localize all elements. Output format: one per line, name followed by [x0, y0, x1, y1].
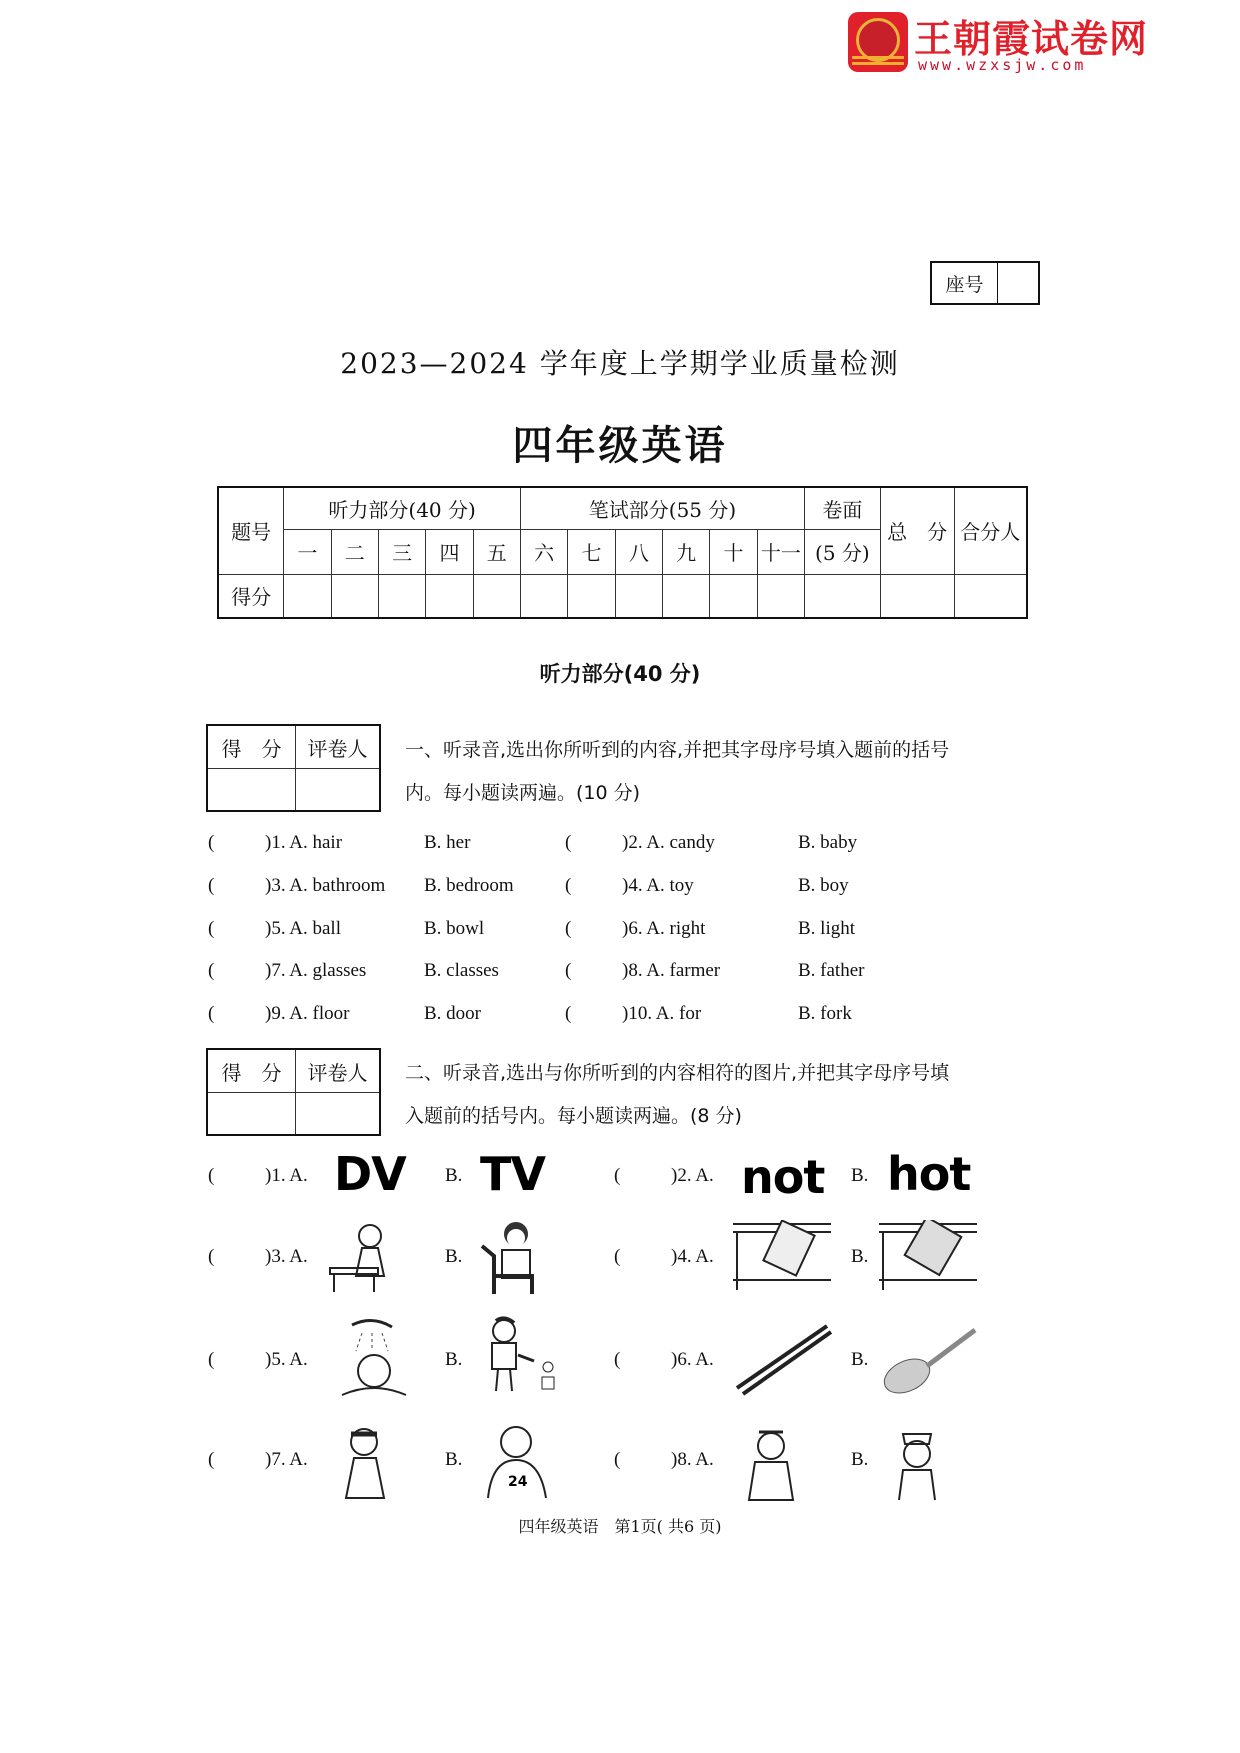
site-logo	[848, 12, 1160, 76]
option-a: )9. A. floor	[265, 1003, 350, 1024]
answer-bracket[interactable]: (	[565, 960, 572, 981]
chopsticks-image	[731, 1318, 833, 1398]
nurse-image	[877, 1420, 959, 1502]
option-a: )6. A. right	[622, 918, 706, 939]
option-b-label: B.	[851, 1165, 869, 1186]
answer-bracket[interactable]: (	[565, 832, 572, 853]
option-a: )1. A. hair	[265, 832, 343, 853]
question-number-cell: 七	[568, 529, 615, 574]
answer-bracket[interactable]: (	[565, 918, 572, 939]
part1-instruction-line2: 内。每小题读两遍。(10 分)	[405, 782, 641, 804]
girl-at-desk-image	[326, 1218, 406, 1296]
option-b-label: B.	[445, 1165, 463, 1186]
image-dv: DV	[334, 1147, 406, 1201]
svg-text:24: 24	[508, 1474, 528, 1490]
answer-bracket[interactable]: (	[614, 1246, 621, 1267]
boy-on-chair-image	[472, 1216, 552, 1298]
option-a: )3. A. bathroom	[265, 875, 386, 896]
question-label: )1. A.	[265, 1165, 308, 1186]
question-number-cell: 十	[710, 529, 757, 574]
question-number-cell: 八	[615, 529, 662, 574]
grader-box-1	[206, 724, 381, 812]
logo-name: 王朝霞试卷网	[914, 17, 1149, 61]
option-a: )4. A. toy	[622, 875, 694, 896]
answer-bracket[interactable]: (	[614, 1449, 621, 1470]
part2-instruction-line1: 二、听录音,选出与你所听到的内容相符的图片,并把其字母序号填	[405, 1062, 950, 1084]
part2-instruction-line2: 入题前的括号内。每小题读两遍。(8 分)	[405, 1105, 742, 1127]
question-label: )3. A.	[265, 1246, 308, 1267]
book-on-desk-image	[731, 1220, 833, 1292]
option-b: B. light	[798, 918, 856, 939]
grader-name-field[interactable]	[296, 1093, 379, 1134]
score-cell[interactable]	[284, 574, 331, 618]
score-row-label: 得分	[218, 574, 284, 618]
question-label: )8. A.	[671, 1449, 714, 1470]
option-b-label: B.	[851, 1449, 869, 1470]
question-label: )6. A.	[671, 1349, 714, 1370]
spoon-image	[877, 1318, 979, 1398]
option-a: )7. A. glasses	[265, 960, 367, 981]
question-number-cell: 三	[378, 529, 425, 574]
answer-bracket[interactable]: (	[614, 1165, 621, 1186]
option-b: B. classes	[424, 960, 499, 981]
answer-bracket[interactable]: (	[565, 875, 572, 896]
score-cell[interactable]	[710, 574, 757, 618]
question-number-cell: 十一	[757, 529, 804, 574]
option-b-label: B.	[851, 1349, 869, 1370]
score-cell[interactable]	[757, 574, 804, 618]
row-header: 题号	[218, 487, 284, 574]
question-number-cell: 六	[520, 529, 567, 574]
score-cell[interactable]	[880, 574, 954, 618]
grader-score-field[interactable]	[208, 1093, 296, 1134]
option-b: B. bedroom	[424, 875, 514, 896]
option-b: B. baby	[798, 832, 858, 853]
grader-score-field[interactable]	[208, 769, 296, 810]
answer-bracket[interactable]: (	[208, 1449, 215, 1470]
answer-bracket[interactable]: (	[208, 960, 215, 981]
part1-instruction-line1: 一、听录音,选出你所听到的内容,并把其字母序号填入题前的括号	[405, 739, 950, 761]
answer-bracket[interactable]: (	[208, 875, 215, 896]
answer-bracket[interactable]: (	[614, 1349, 621, 1370]
logo-url: www.wzxsjw.com	[918, 56, 1087, 74]
girl-shower-image	[332, 1315, 416, 1401]
option-b-label: B.	[445, 1449, 463, 1470]
image-tv: TV	[480, 1147, 545, 1201]
answer-bracket[interactable]: (	[208, 1003, 215, 1024]
score-cell[interactable]	[663, 574, 710, 618]
seat-number-box	[930, 261, 1040, 305]
score-cell[interactable]	[615, 574, 662, 618]
option-b: B. boy	[798, 875, 849, 896]
answer-bracket[interactable]: (	[565, 1003, 572, 1024]
option-a: )8. A. farmer	[622, 960, 721, 981]
option-b: B. her	[424, 832, 471, 853]
checker-header: 合分人	[954, 487, 1027, 574]
page-footer: 四年级英语 第1页( 共6 页)	[518, 1517, 722, 1536]
score-cell[interactable]	[426, 574, 473, 618]
question-number-cell: 九	[663, 529, 710, 574]
option-a: )5. A. ball	[265, 918, 341, 939]
neatness-header: 卷面	[805, 487, 881, 529]
grader-score-label: 得 分	[208, 1050, 296, 1093]
question-number-cell: 四	[426, 529, 473, 574]
exam-subtitle: 四年级英语	[512, 423, 728, 469]
boy-watering-flowers-image	[472, 1315, 564, 1395]
listening-header: 听力部分(40 分)	[284, 487, 521, 529]
grader-box-2	[206, 1048, 381, 1136]
score-cell[interactable]	[378, 574, 425, 618]
seat-label: 座号	[932, 263, 998, 303]
answer-bracket[interactable]: (	[208, 1349, 215, 1370]
option-b: B. fork	[798, 1003, 852, 1024]
image-not: not	[741, 1150, 825, 1204]
total-header: 总 分	[880, 487, 954, 574]
score-cell[interactable]	[473, 574, 520, 618]
grader-name-label: 评卷人	[296, 1050, 379, 1093]
neatness-points: (5 分)	[805, 529, 881, 574]
section-listening-heading: 听力部分(40 分)	[539, 662, 701, 686]
writing-header: 笔试部分(55 分)	[520, 487, 804, 529]
book-in-desk-image	[877, 1220, 979, 1292]
score-cell[interactable]	[805, 574, 881, 618]
option-b: B. bowl	[424, 918, 485, 939]
score-cell[interactable]	[331, 574, 378, 618]
option-a: )2. A. candy	[622, 832, 715, 853]
question-label: )5. A.	[265, 1349, 308, 1370]
question-label: )4. A.	[671, 1246, 714, 1267]
exam-title: 2023—2024 学年度上学期学业质量检测	[340, 347, 900, 380]
question-number-cell: 二	[331, 529, 378, 574]
option-b-label: B.	[851, 1246, 869, 1267]
option-b: B. father	[798, 960, 865, 981]
old-man-image	[472, 1420, 564, 1500]
answer-bracket[interactable]: (	[208, 1165, 215, 1186]
answer-bracket[interactable]: (	[208, 918, 215, 939]
score-cell[interactable]	[520, 574, 567, 618]
grader-score-label: 得 分	[208, 726, 296, 769]
option-b: B. door	[424, 1003, 481, 1024]
option-b-label: B.	[445, 1246, 463, 1267]
logo-emblem-icon	[848, 12, 908, 72]
question-number-cell: 五	[473, 529, 520, 574]
question-label: )2. A.	[671, 1165, 714, 1186]
score-table	[217, 486, 1028, 619]
man-image	[326, 1420, 406, 1502]
question-label: )7. A.	[265, 1449, 308, 1470]
option-b-label: B.	[445, 1349, 463, 1370]
score-cell[interactable]	[954, 574, 1027, 618]
question-number-cell: 一	[284, 529, 331, 574]
woman-cook-image	[731, 1420, 813, 1502]
grader-name-label: 评卷人	[296, 726, 379, 769]
option-a: )10. A. for	[622, 1003, 702, 1024]
answer-bracket[interactable]: (	[208, 832, 215, 853]
image-hot: hot	[887, 1147, 971, 1201]
grader-name-field[interactable]	[296, 769, 379, 810]
answer-bracket[interactable]: (	[208, 1246, 215, 1267]
score-cell[interactable]	[568, 574, 615, 618]
